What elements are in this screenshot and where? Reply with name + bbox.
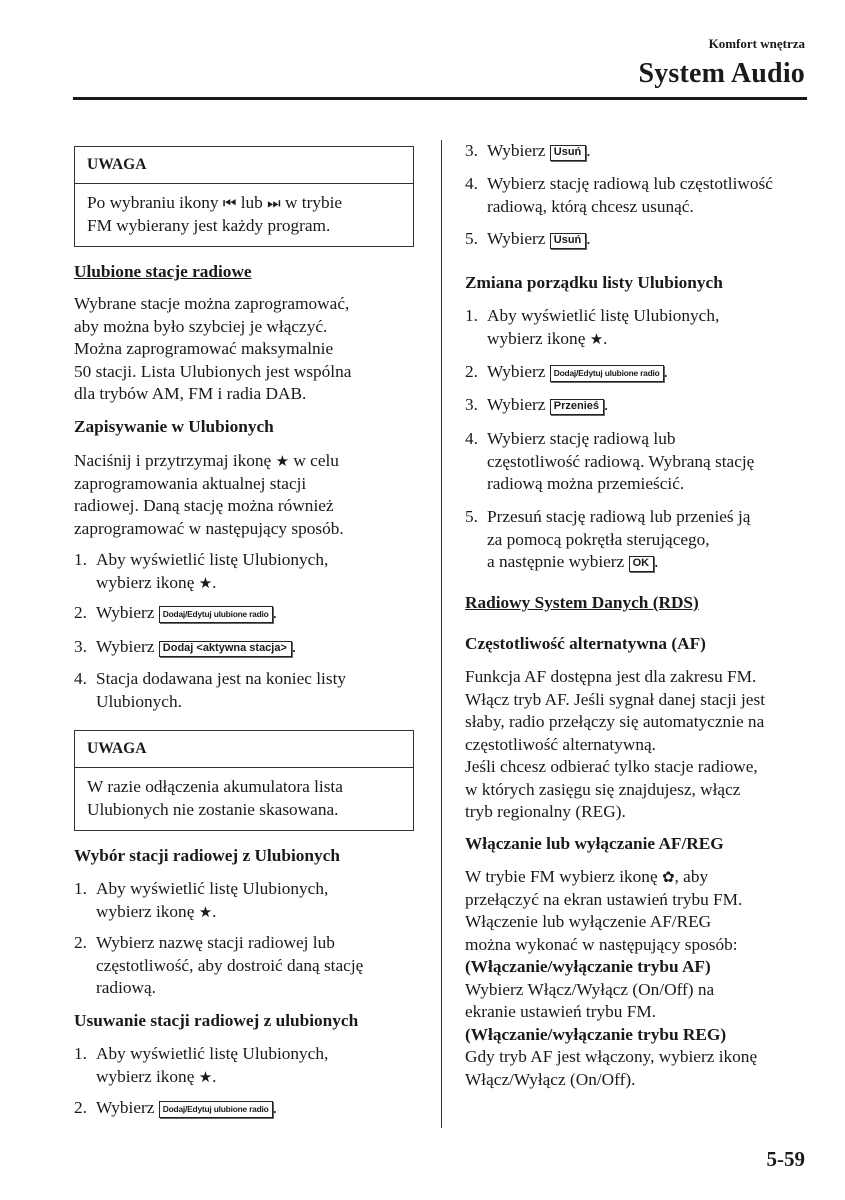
section-heading-rds: Radiowy System Danych (RDS)	[465, 593, 699, 612]
paragraph-line: Włącz tryb AF. Jeśli sygnał danej stacji jest	[465, 689, 766, 709]
list-text: Przesuń stację radiową lub przenieś ją	[487, 507, 751, 526]
list-text: radiową.	[96, 978, 156, 997]
paragraph-line: przełączyć na ekran ustawień trybu FM.	[465, 889, 743, 909]
add-active-station-key[interactable]: Dodaj <aktywna stacja>	[159, 641, 292, 657]
delete-key[interactable]: Usuń	[550, 145, 587, 161]
list-number: 2.	[74, 1098, 87, 1117]
list-text: wybierz ikonę	[96, 901, 195, 921]
list-text: Wybierz stację radiową lub	[487, 429, 676, 448]
paragraph-line: w których zasięgu się znajdujesz, włącz	[465, 779, 741, 799]
note-text-line2: FM wybierany jest każdy program.	[87, 215, 331, 235]
list-text: wybierz ikonę ★.	[96, 901, 328, 924]
next-track-icon: ⏭	[267, 194, 281, 212]
paragraph-line	[74, 450, 344, 473]
list-text: Wybierz	[487, 141, 546, 160]
list-item	[74, 878, 328, 923]
note-text-mid: lub	[240, 193, 263, 212]
list-item	[74, 1043, 328, 1088]
list-text: Wybierz	[96, 637, 155, 656]
list-text: wybierz ikonę ★.	[487, 328, 719, 351]
note-text-line: Ulubionych nie zostanie skasowana.	[87, 799, 339, 819]
note-body	[75, 184, 413, 246]
favorites-paragraph	[74, 293, 351, 406]
af-toggle-heading: (Włączanie/wyłączanie trybu AF)	[465, 957, 711, 976]
list-text: a następnie wybierz OK .	[487, 552, 659, 571]
list-text: wybierz ikonę	[96, 1066, 195, 1086]
list-number: 1.	[74, 1044, 87, 1063]
paragraph-line: tryb regionalny (REG).	[465, 802, 626, 821]
delete-key[interactable]: Usuń	[550, 233, 587, 249]
list-item: 3. Wybierz Dodaj <aktywna stacja> .	[74, 636, 296, 659]
paragraph-line: Włączenie lub wyłączenie AF/REG	[465, 912, 712, 931]
section-heading-remove: Usuwanie stacji radiowej z ulubionych	[74, 1011, 359, 1030]
list-number: 1.	[74, 550, 87, 569]
list-item	[465, 305, 719, 350]
reg-toggle-heading: (Włączanie/wyłączanie trybu REG)	[465, 1024, 727, 1044]
note-text-line: W razie odłączenia akumulatora lista	[87, 777, 343, 796]
list-item	[74, 932, 363, 1000]
paragraph-line: zaprogramowania aktualnej stacji	[74, 473, 307, 493]
section-heading-select: Wybór stacji radiowej z Ulubionych	[74, 846, 340, 865]
paragraph-line: częstotliwość alternatywną.	[465, 734, 656, 754]
paragraph-line: Wybrane stacje można zaprogramować,	[74, 294, 350, 313]
move-key[interactable]: Przenieś	[550, 399, 604, 415]
star-icon: ★	[198, 902, 213, 921]
section-heading-afreg: Włączanie lub wyłączanie AF/REG	[465, 834, 724, 853]
list-text: Aby wyświetlić listę Ulubionych,	[96, 879, 329, 898]
list-number: 3.	[465, 141, 478, 160]
af-paragraph	[465, 666, 765, 824]
list-item: 3. Wybierz Usuń .	[465, 140, 591, 163]
save-text-b: w celu	[293, 451, 339, 470]
list-number: 2.	[465, 362, 478, 381]
star-icon: ★	[198, 573, 213, 592]
paragraph-line: zaprogramować w następujący sposób.	[74, 518, 344, 538]
list-item	[465, 428, 754, 496]
note-text-post: w trybie	[284, 193, 343, 212]
add-edit-favorites-key[interactable]: Dodaj/Edytuj ulubione radio	[159, 1101, 273, 1118]
paragraph-line: Wybierz Włącz/Wyłącz (On/Off) na	[465, 979, 715, 999]
list-number: 1.	[74, 879, 87, 898]
list-item	[465, 173, 773, 218]
save-text-a: Naciśnij i przytrzymaj ikonę	[74, 451, 272, 470]
add-edit-favorites-key[interactable]: Dodaj/Edytuj ulubione radio	[159, 606, 273, 623]
paragraph-line: Można zaprogramować maksymalnie	[74, 339, 334, 358]
list-text: Aby wyświetlić listę Ulubionych,	[96, 1044, 329, 1063]
list-item: 3. Wybierz Przenieś .	[465, 394, 608, 417]
star-icon: ★	[198, 1067, 213, 1086]
list-number: 4.	[465, 174, 478, 193]
list-number: 1.	[465, 306, 478, 325]
list-number: 5.	[465, 507, 478, 526]
list-item: 2. Wybierz Dodaj/Edytuj ulubione radio .	[465, 361, 668, 384]
ok-key[interactable]: OK	[629, 556, 655, 572]
list-number: 5.	[465, 229, 478, 248]
note-box-2	[74, 730, 414, 831]
list-item: 2. Wybierz Dodaj/Edytuj ulubione radio .	[74, 602, 277, 625]
afreg-paragraph	[465, 866, 757, 1091]
page-number: 5-59	[766, 1147, 805, 1171]
paragraph-line: Jeśli chcesz odbierać tylko stacje radiowe,	[465, 757, 758, 776]
list-number: 4.	[465, 429, 478, 448]
list-text: Wybierz nazwę stacji radiowej lub	[96, 933, 335, 952]
paragraph-line: aby można było szybciej je włączyć.	[74, 316, 328, 336]
section-heading-order: Zmiana porządku listy Ulubionych	[465, 273, 723, 292]
note-text-pre: Po wybraniu ikony	[87, 193, 219, 212]
paragraph-line: 50 stacji. Lista Ulubionych jest wspólna	[74, 361, 352, 381]
list-text: Wybierz	[487, 229, 546, 248]
list-text: Stacja dodawana jest na koniec listy	[96, 669, 347, 688]
list-text: wybierz ikonę ★.	[96, 572, 328, 595]
list-text: Ulubionych.	[96, 691, 182, 711]
section-heading-favorites: Ulubione stacje radiowe	[74, 262, 252, 281]
page-title: System Audio	[638, 58, 805, 89]
list-text: Aby wyświetlić listę Ulubionych,	[96, 550, 329, 569]
list-item	[74, 668, 346, 713]
star-icon: ★	[589, 329, 604, 348]
save-paragraph	[74, 450, 344, 540]
paragraph-line: ekranie ustawień trybu FM.	[465, 1002, 657, 1021]
note-title: UWAGA	[75, 147, 413, 184]
list-number: 4.	[74, 669, 87, 688]
list-text: wybierz ikonę	[487, 328, 586, 348]
list-text: Wybierz stację radiową lub częstotliwość	[487, 174, 773, 193]
paragraph-line: Włącz/Wyłącz (On/Off).	[465, 1069, 636, 1089]
list-number: 2.	[74, 603, 87, 622]
note-body	[75, 768, 413, 830]
afreg-text-b: , aby	[674, 867, 709, 886]
list-text: Wybierz	[487, 362, 546, 381]
header-section-label: Komfort wnętrza	[708, 36, 805, 51]
add-edit-favorites-key[interactable]: Dodaj/Edytuj ulubione radio	[550, 365, 664, 382]
note-title: UWAGA	[75, 731, 413, 768]
section-heading-af: Częstotliwość alternatywna (AF)	[465, 634, 706, 653]
right-column	[441, 0, 845, 1200]
list-item: 2. Wybierz Dodaj/Edytuj ulubione radio .	[74, 1097, 277, 1120]
star-icon: ★	[275, 452, 290, 470]
paragraph-line: można wykonać w następujący sposób:	[465, 934, 738, 954]
list-text: Aby wyświetlić listę Ulubionych,	[487, 306, 720, 325]
list-text: częstotliwość, aby dostroić daną stację	[96, 955, 364, 975]
list-number: 3.	[465, 395, 478, 414]
paragraph-line	[465, 866, 757, 889]
list-item: 5. Wybierz Usuń .	[465, 228, 591, 251]
list-item	[465, 506, 750, 574]
previous-track-icon: ⏮	[222, 194, 237, 212]
list-text: Wybierz	[96, 1098, 155, 1117]
paragraph-line: Funkcja AF dostępna jest dla zakresu FM.	[465, 667, 757, 686]
paragraph-line: radiowej. Daną stację można również	[74, 496, 334, 515]
list-number: 2.	[74, 933, 87, 952]
list-text: a następnie wybierz	[487, 552, 625, 571]
settings-gear-icon: ✿	[661, 868, 675, 886]
list-text: wybierz ikonę	[96, 572, 195, 592]
list-text: radiową, którą chcesz usunąć.	[487, 196, 694, 216]
list-number: 3.	[74, 637, 87, 656]
list-text: Wybierz	[96, 603, 155, 622]
paragraph-line: Gdy tryb AF jest włączony, wybierz ikonę	[465, 1047, 758, 1066]
list-text: radiową można przemieścić.	[487, 474, 685, 493]
note-box-1	[74, 146, 414, 247]
list-text: Wybierz	[487, 395, 546, 414]
paragraph-line: słaby, radio przełączy się automatycznie na	[465, 712, 765, 731]
list-item	[74, 549, 328, 594]
paragraph-line: dla trybów AM, FM i radia DAB.	[74, 384, 307, 403]
list-text: częstotliwość radiową. Wybraną stację	[487, 451, 755, 471]
section-heading-save: Zapisywanie w Ulubionych	[74, 417, 274, 436]
list-text: wybierz ikonę ★.	[96, 1066, 328, 1089]
list-text: za pomocą pokrętła sterującego,	[487, 529, 710, 549]
afreg-text-a: W trybie FM wybierz ikonę	[465, 867, 658, 886]
